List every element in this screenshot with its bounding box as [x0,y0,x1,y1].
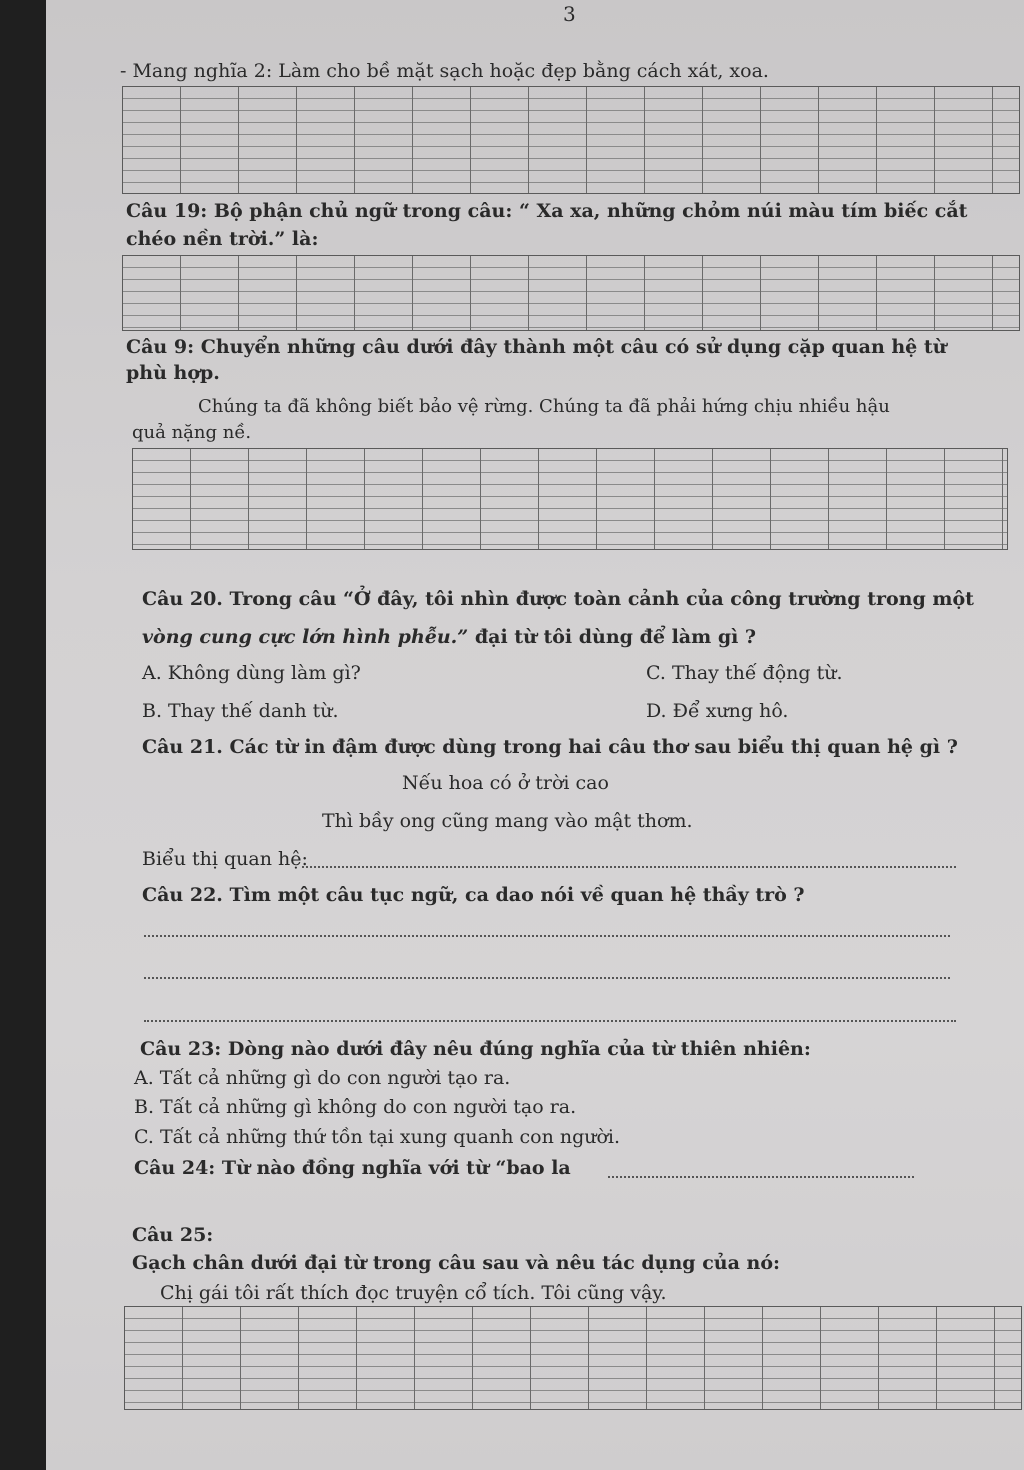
answer-grid-meaning2 [122,86,1020,194]
option-b: B. Thay thế danh từ. [142,700,339,722]
verse-1: Nếu hoa có ở trời cao [402,772,609,794]
answer-grid-q25 [124,1306,1022,1410]
question-20-line1 [142,588,974,610]
question-20-line2 [142,626,756,648]
q23-option-b: B. Tất cả những gì không do con người tạo ra. [134,1096,577,1118]
worksheet-page [46,0,1024,1470]
question-24: Câu 24: Từ nào đồng nghĩa với từ “bao la [134,1157,571,1179]
verse-2: Thì bầy ong cũng mang vào mật thơm. [322,810,693,832]
option-c: C. Thay thế động từ. [646,662,843,684]
question-21: Câu 21. Các từ in đậm được dùng trong hai câu thơ sau biểu thị quan hệ gì ? [142,736,958,758]
answer-grid-q9 [132,448,1008,550]
question-20-ask: đại từ tôi dùng để làm gì ? [468,626,757,648]
question-9-sentence1: Chúng ta đã không biết bảo vệ rừng. Chúng ta đã phải hứng chịu nhiều hậu [198,396,890,417]
question-22: Câu 22. Tìm một câu tục ngữ, ca dao nói về quan hệ thầy trò ? [142,884,805,906]
question-25-title: Câu 25: [132,1224,214,1246]
meaning-2-line: - Mang nghĩa 2: Làm cho bề mặt sạch hoặc đẹp bằng cách xát, xoa. [120,60,769,82]
question-25-sentence: Chị gái tôi rất thích đọc truyện cổ tích. Tôi cũng vậy. [160,1282,667,1304]
answer-line-q22-1 [144,935,950,937]
question-9-line2: phù hợp. [126,362,220,384]
answer-line-q22-2 [144,977,950,979]
answer-grid-q19 [122,255,1020,331]
question-20-quote-end: vòng cung cực lớn hình phễu.” [142,626,469,648]
option-a: A. Không dùng làm gì? [142,662,361,684]
answer-line-q24 [608,1176,914,1178]
page-number: 3 [563,2,576,26]
relation-answer-label: Biểu thị quan hệ: [142,848,308,870]
q23-option-a: A. Tất cả những gì do con người tạo ra. [134,1067,511,1089]
question-9-line1: Câu 9: Chuyển những câu dưới đây thành một câu có sử dụng cặp quan hệ từ [126,336,947,358]
question-19-line2: chéo nền trời.” là: [126,228,319,250]
option-d: D. Để xưng hô. [646,700,789,722]
question-23: Câu 23: Dòng nào dưới đây nêu đúng nghĩa của từ thiên nhiên: [140,1038,811,1060]
answer-line-q21 [302,866,956,868]
question-20-line1-text: Câu 20. Trong câu “Ở đây, tôi nhìn được toàn cảnh của công trường trong một [142,588,974,610]
answer-line-q22-3 [144,1020,956,1022]
q23-option-c: C. Tất cả những thứ tồn tại xung quanh con người. [134,1126,621,1148]
question-19-line1: Câu 19: Bộ phận chủ ngữ trong câu: “ Xa xa, những chỏm núi màu tím biếc cắt [126,200,968,222]
question-9-sentence2: quả nặng nề. [132,422,252,443]
question-25-instruction: Gạch chân dưới đại từ trong câu sau và nêu tác dụng của nó: [132,1252,781,1274]
